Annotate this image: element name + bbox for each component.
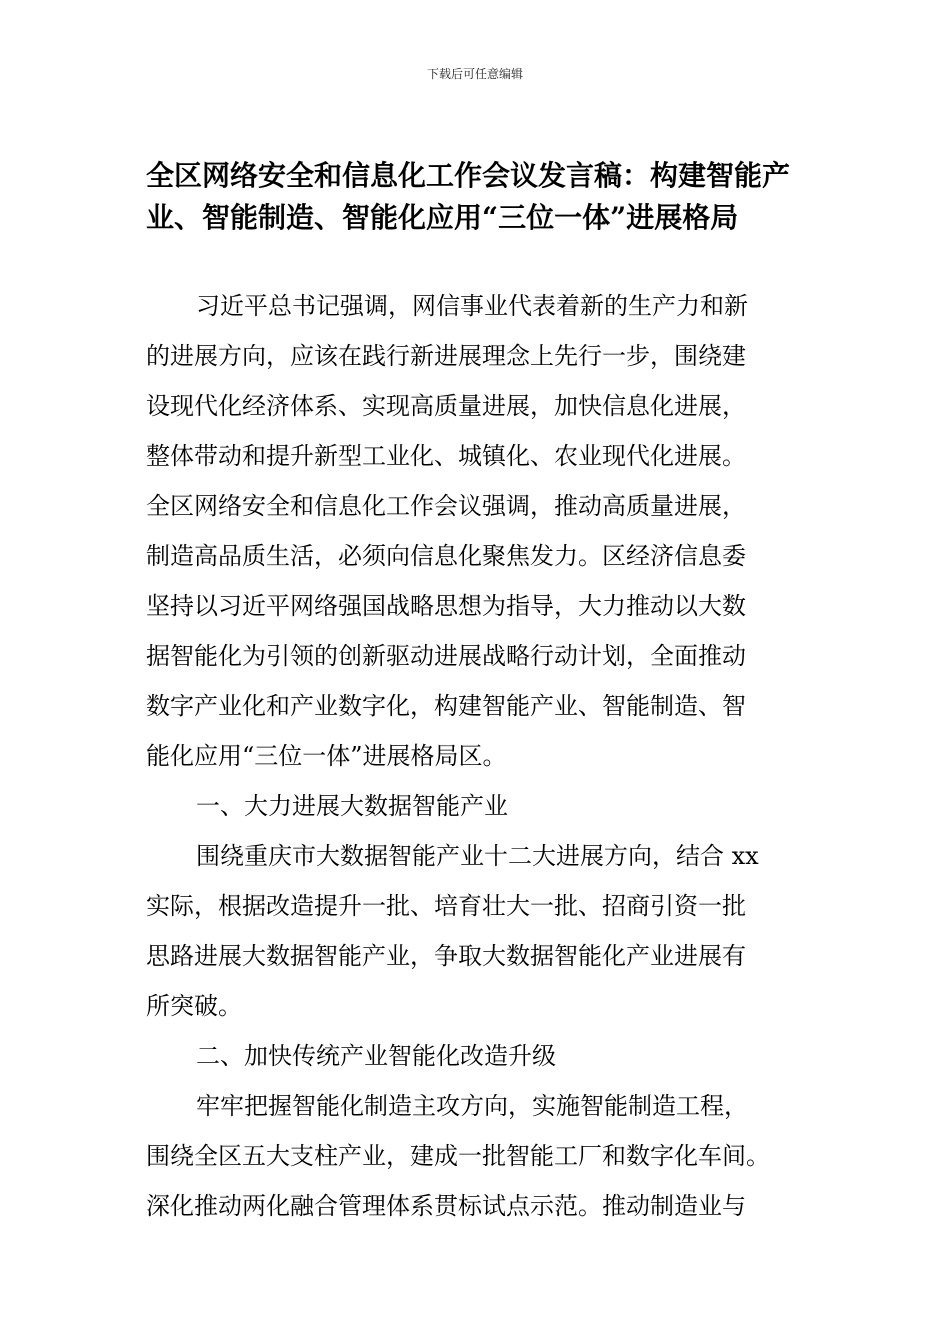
paragraph-line: 围绕全区五大支柱产业，建成一批智能工厂和数字化车间。 <box>146 1142 770 1170</box>
paragraph-line: 全区网络安全和信息化工作会议强调，推动高质量进展， <box>146 492 746 520</box>
title-line: 全区网络安全和信息化工作会议发言稿：构建智能产 <box>146 159 791 192</box>
paragraph-line: 制造高品质生活，必须向信息化聚焦发力。区经济信息委 <box>146 542 746 570</box>
paragraph-line: 深化推动两化融合管理体系贯标试点示范。推动制造业与 <box>146 1192 746 1220</box>
title-line: 业、智能制造、智能化应用“三位一体”进展格局 <box>146 201 739 234</box>
paragraph-line: 整体带动和提升新型工业化、城镇化、农业现代化进展。 <box>146 442 746 470</box>
document-body <box>146 281 816 1231</box>
paragraph-line: 数字产业化和产业数字化，构建智能产业、智能制造、智 <box>146 692 746 720</box>
paragraph-line: 思路进展大数据智能产业，争取大数据智能化产业进展有 <box>146 942 746 970</box>
paragraph-line: 牢牢把握智能化制造主攻方向，实施智能制造工程， <box>196 1092 748 1120</box>
paragraph-line: 实际，根据改造提升一批、培育壮大一批、招商引资一批 <box>146 892 746 920</box>
paragraph-line: 设现代化经济体系、实现高质量进展，加快信息化进展， <box>146 392 746 420</box>
paragraph-line: 坚持以习近平网络强国战略思想为指导，大力推动以大数 <box>146 592 746 620</box>
document-title <box>146 155 816 239</box>
paragraph-line: 的进展方向，应该在践行新进展理念上先行一步，围绕建 <box>146 342 746 370</box>
header-note: 下载后可任意编辑 <box>426 67 523 81</box>
paragraph-line: 所突破。 <box>146 992 242 1020</box>
paragraph-line: 据智能化为引领的创新驱动进展战略行动计划，全面推动 <box>146 642 746 670</box>
paragraph-line: 能化应用“三位一体”进展格局区。 <box>146 742 507 770</box>
section-heading: 一、大力进展大数据智能产业 <box>196 792 508 820</box>
paragraph-line: 围绕重庆市大数据智能产业十二大进展方向，结合 xx <box>196 842 759 870</box>
paragraph-line: 习近平总书记强调，网信事业代表着新的生产力和新 <box>196 292 748 320</box>
section-heading: 二、加快传统产业智能化改造升级 <box>196 1042 556 1070</box>
